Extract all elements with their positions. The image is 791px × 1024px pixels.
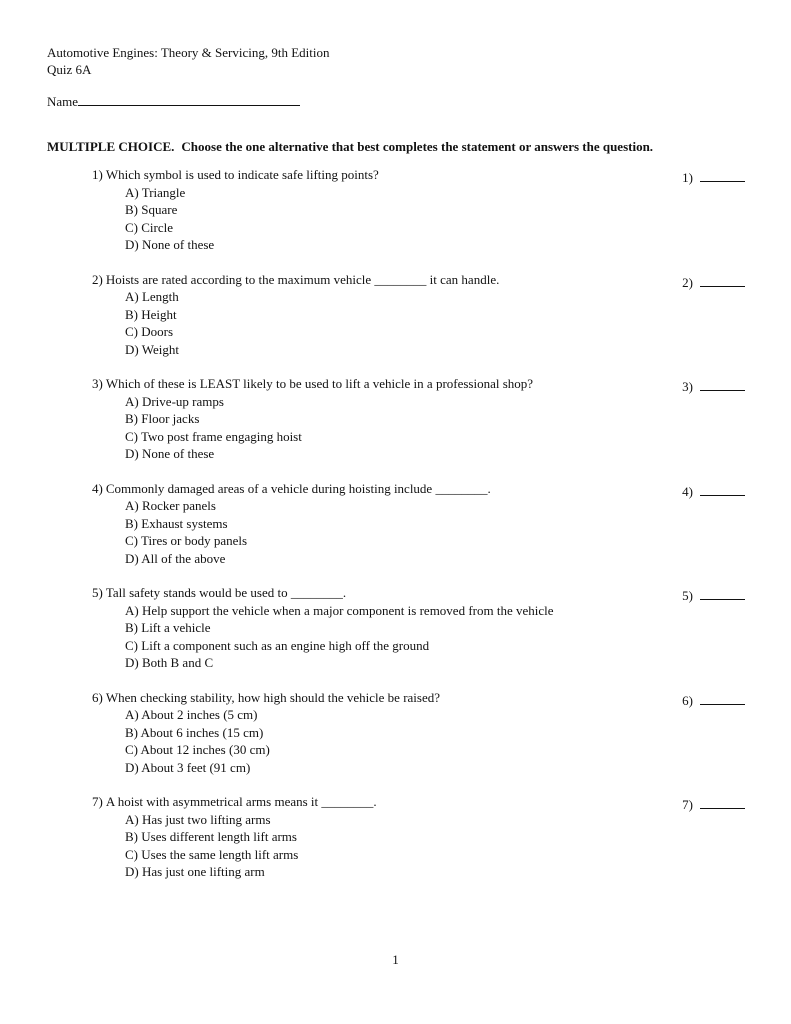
answer-blank-line	[700, 375, 745, 391]
question-item	[92, 166, 745, 254]
choices-list	[92, 288, 615, 358]
choice-item: D) All of the above	[125, 550, 226, 566]
choice-item: D) Has just one lifting arm	[125, 864, 265, 879]
question-line	[92, 480, 615, 498]
answer-number: 7)	[682, 797, 693, 812]
question-number: 6)	[92, 689, 103, 705]
choice-item: C) Doors	[125, 324, 174, 339]
choices-list	[92, 393, 615, 463]
question-text: Commonly damaged areas of a vehicle during hoisting include ________.	[105, 480, 491, 496]
quiz-title: Quiz 6A	[47, 62, 92, 77]
answer-number: 5)	[682, 588, 693, 603]
question-item	[92, 271, 745, 359]
choice-item: B) Uses different length lift arms	[125, 829, 297, 844]
answer-number: 1)	[682, 170, 693, 185]
answer-blank-line	[700, 689, 745, 705]
book-title: Automotive Engines: Theory & Servicing, 9th Edition	[47, 45, 330, 60]
choice-item: D) None of these	[125, 446, 215, 461]
choice-item: B) Height	[125, 306, 177, 322]
question-number: 7)	[92, 794, 103, 809]
question-number: 1)	[92, 167, 103, 182]
choice-item: A) Has just two lifting arms	[125, 811, 271, 827]
question-text: A hoist with asymmetrical arms means it ________.	[105, 794, 377, 809]
choices-list	[92, 706, 615, 776]
choice-item: A) Rocker panels	[125, 498, 216, 513]
question-item	[92, 480, 745, 568]
choice-item: A) Triangle	[125, 184, 186, 200]
name-label: Name	[47, 94, 79, 109]
answer-slot	[682, 375, 745, 396]
question-item	[92, 584, 745, 672]
answer-number: 4)	[682, 483, 693, 499]
section-instruction: Choose the one alternative that best completes the statement or answers the question.	[181, 139, 654, 154]
answer-number: 6)	[682, 692, 693, 708]
choices-list	[92, 497, 615, 567]
answer-slot	[682, 166, 745, 187]
choices-list	[92, 602, 615, 672]
answer-number: 2)	[682, 274, 693, 290]
choice-item: A) Help support the vehicle when a major component is removed from the vehicle	[125, 602, 554, 618]
answer-slot	[682, 793, 745, 814]
question-number: 5)	[92, 585, 103, 600]
question-line	[92, 793, 615, 811]
choice-item: B) Lift a vehicle	[125, 620, 211, 635]
answer-slot	[682, 480, 745, 501]
choice-item: C) Two post frame engaging hoist	[125, 428, 302, 444]
choices-list	[92, 184, 615, 254]
question-line	[92, 689, 615, 707]
page-number: 1	[392, 952, 399, 967]
choice-item: C) Tires or body panels	[125, 533, 248, 548]
section-heading-label: MULTIPLE CHOICE.	[47, 139, 175, 154]
answer-number: 3)	[682, 379, 693, 394]
question-item	[92, 375, 745, 463]
question-number: 4)	[92, 480, 103, 496]
name-blank-line	[78, 91, 300, 106]
choice-item: D) About 3 feet (91 cm)	[125, 759, 251, 775]
questions-list	[92, 166, 745, 881]
answer-slot	[682, 689, 745, 710]
choice-item: C) About 12 inches (30 cm)	[125, 742, 270, 757]
choice-item: C) Circle	[125, 219, 174, 235]
document-header	[47, 44, 745, 78]
choice-item: D) Weight	[125, 341, 179, 357]
answer-slot	[682, 584, 745, 605]
question-line	[92, 584, 615, 602]
choice-item: A) About 2 inches (5 cm)	[125, 707, 258, 722]
question-text: Which symbol is used to indicate safe lifting points?	[105, 167, 379, 182]
answer-blank-line	[700, 271, 745, 287]
answer-blank-line	[700, 584, 745, 600]
choice-item: D) Both B and C	[125, 655, 214, 670]
question-line	[92, 166, 615, 184]
choice-item: A) Length	[125, 289, 179, 304]
answer-blank-line	[700, 793, 745, 809]
choice-item: A) Drive-up ramps	[125, 393, 224, 409]
section-heading	[47, 138, 745, 156]
question-text: Hoists are rated according to the maximum vehicle ________ it can handle.	[105, 271, 500, 287]
choice-item: B) Exhaust systems	[125, 515, 228, 531]
answer-blank-line	[700, 480, 745, 496]
question-text: Which of these is LEAST likely to be used to lift a vehicle in a professional shop?	[105, 376, 534, 391]
choices-list	[92, 811, 615, 881]
question-line	[92, 375, 615, 393]
question-number: 3)	[92, 376, 103, 391]
choice-item: B) Floor jacks	[125, 411, 200, 426]
choice-item: C) Uses the same length lift arms	[125, 846, 299, 862]
question-text: Tall safety stands would be used to ________.	[105, 585, 347, 600]
choice-item: C) Lift a component such as an engine high off the ground	[125, 637, 430, 653]
choice-item: B) Square	[125, 202, 178, 217]
choice-item: B) About 6 inches (15 cm)	[125, 724, 264, 740]
answer-blank-line	[700, 166, 745, 182]
choice-item: D) None of these	[125, 237, 215, 252]
question-line	[92, 271, 615, 289]
question-number: 2)	[92, 271, 103, 287]
answer-slot	[682, 271, 745, 292]
question-item	[92, 689, 745, 777]
question-item	[92, 793, 745, 881]
name-row	[47, 91, 745, 110]
question-text: When checking stability, how high should the vehicle be raised?	[105, 689, 441, 705]
